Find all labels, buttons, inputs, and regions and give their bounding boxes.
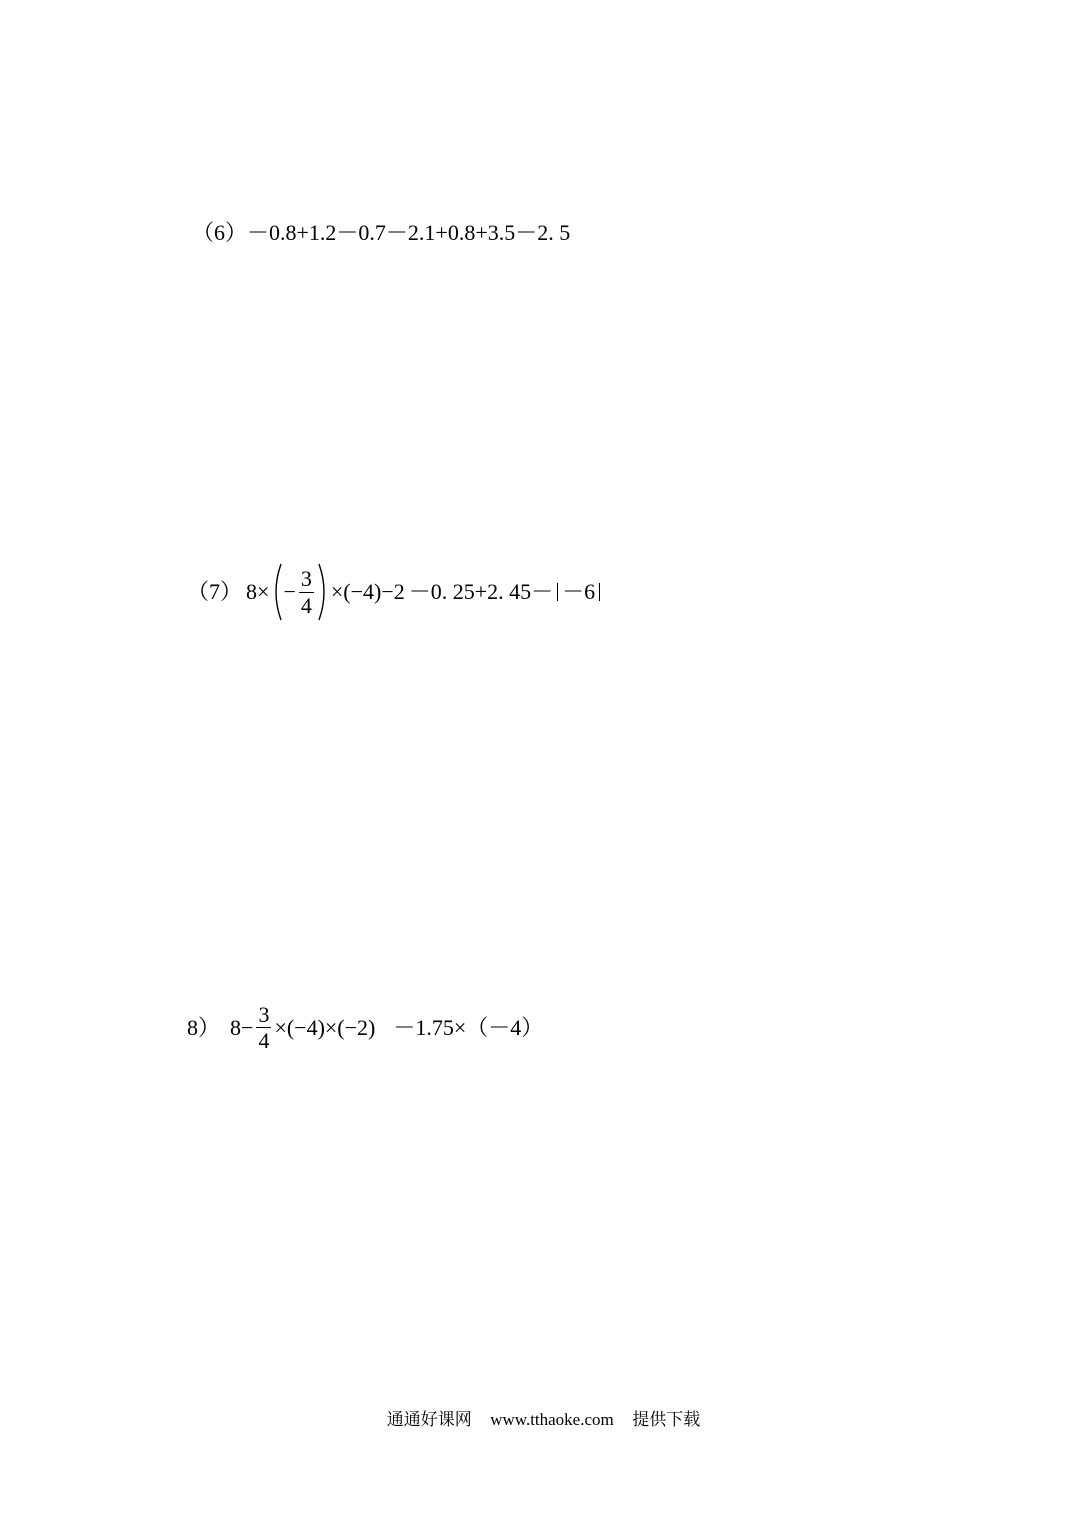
right-paren — [317, 562, 331, 622]
problem-6-expression: －0.8+1.2－0.7－2.1+0.8+3.5－2. 5 — [247, 220, 571, 245]
problem-7-minus: − — [283, 579, 296, 604]
problem-8-label: 8） — [187, 1014, 221, 1040]
problem-7-lead: 8× — [246, 579, 270, 604]
problem-7 — [187, 562, 604, 622]
fraction-denominator: 4 — [258, 1028, 270, 1054]
problem-7-label: （7） — [187, 579, 243, 604]
page-footer — [0, 1408, 1087, 1432]
fraction-numerator: 3 — [300, 566, 312, 592]
footer-site-name: 通通好课网 — [386, 1410, 472, 1429]
problem-8 — [187, 1002, 543, 1053]
fraction-denominator: 4 — [300, 592, 312, 618]
problem-6 — [192, 222, 570, 244]
problem-8-after-fraction: ×(−4)×(−2) — [274, 1014, 376, 1040]
abs-bar-left — [557, 583, 558, 601]
footer-suffix: 提供下载 — [632, 1410, 701, 1429]
problem-8-tail: －1.75×（－4） — [393, 1014, 544, 1040]
problem-7-abs-inner: －6 — [562, 579, 596, 604]
fraction-numerator: 3 — [258, 1002, 270, 1027]
problem-7-fraction — [299, 566, 314, 617]
abs-bar-right — [599, 583, 600, 601]
footer-url: www.tthaoke.com — [490, 1410, 614, 1429]
problem-6-label: （6） — [192, 220, 248, 245]
problem-8-lead: 8− — [230, 1014, 254, 1040]
problem-8-fraction — [256, 1002, 271, 1053]
problem-7-after-paren: ×(−4)−2 — [330, 579, 405, 604]
left-paren — [269, 562, 283, 622]
problem-7-tail: －0. 25+2. 45－ — [408, 579, 554, 604]
